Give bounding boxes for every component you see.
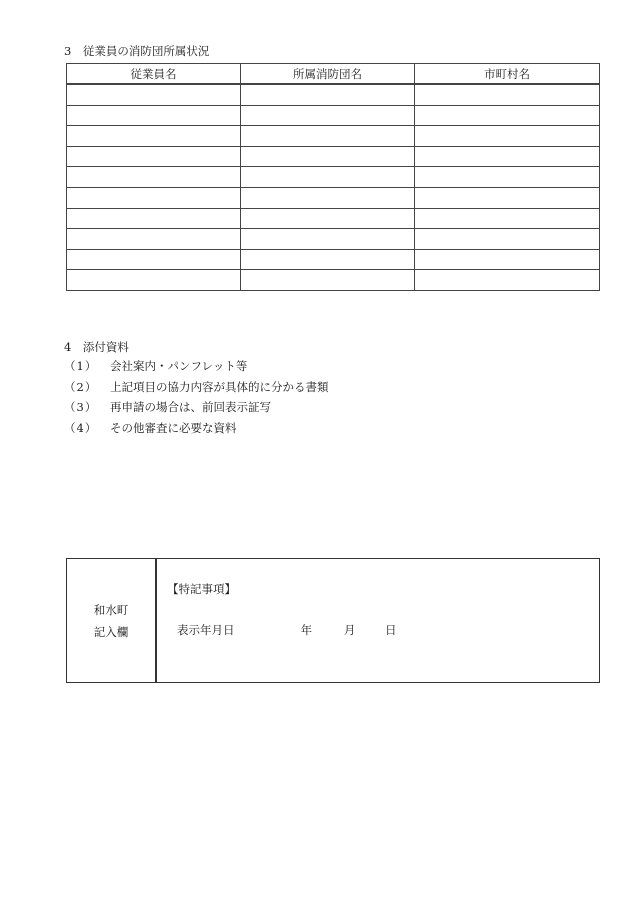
item-text: その他審査に必要な資料 [110, 420, 237, 435]
employee-name-cell[interactable] [67, 167, 241, 188]
employee-name-cell[interactable] [67, 187, 241, 208]
municipality-cell[interactable] [415, 84, 600, 105]
section-3-heading: 3 従業員の消防団所属状況 [64, 44, 210, 58]
day-unit: 日 [384, 623, 397, 637]
item-text: 会社案内・パンフレット等 [110, 359, 248, 373]
employee-name-cell[interactable] [67, 146, 241, 167]
fire-brigade-cell[interactable] [241, 105, 415, 126]
list-item [64, 356, 329, 377]
header-municipality-name: 市町村名 [415, 64, 600, 85]
table-row [67, 187, 600, 208]
display-date-row [177, 622, 396, 638]
employee-name-cell[interactable] [67, 229, 241, 250]
table-row [67, 105, 600, 126]
town-entry-body [157, 559, 599, 682]
item-text: 上記項目の協力内容が具体的に分かる書類 [110, 379, 329, 394]
header-employee-name: 従業員名 [67, 64, 241, 85]
municipality-cell[interactable] [415, 229, 600, 250]
fire-brigade-cell[interactable] [241, 208, 415, 229]
item-number: （2） [64, 379, 98, 394]
employee-name-cell[interactable] [67, 249, 241, 270]
member-affiliation-table [66, 63, 600, 291]
town-entry-label [67, 559, 157, 682]
fire-brigade-cell[interactable] [241, 229, 415, 250]
table-header-row [67, 64, 600, 85]
fire-brigade-cell[interactable] [241, 167, 415, 188]
town-entry-box [66, 558, 600, 683]
table-row [67, 126, 600, 147]
fire-brigade-cell[interactable] [241, 126, 415, 147]
header-fire-brigade-name: 所属消防団名 [241, 64, 415, 85]
list-item [64, 377, 329, 398]
item-number: （4） [64, 420, 98, 435]
municipality-cell[interactable] [415, 270, 600, 291]
employee-name-cell[interactable] [67, 105, 241, 126]
table-row [67, 249, 600, 270]
municipality-cell[interactable] [415, 167, 600, 188]
municipality-cell[interactable] [415, 146, 600, 167]
item-number: （3） [64, 400, 98, 415]
municipality-cell[interactable] [415, 187, 600, 208]
list-item [64, 397, 329, 418]
month-unit: 月 [343, 623, 356, 637]
fire-brigade-cell[interactable] [241, 84, 415, 105]
display-date-label: 表示年月日 [177, 623, 235, 637]
table-row [67, 208, 600, 229]
special-notes-title: 【特記事項】 [167, 582, 236, 596]
town-name: 和水町 [93, 602, 129, 617]
fire-brigade-cell[interactable] [241, 249, 415, 270]
attachment-list [64, 356, 329, 438]
fire-brigade-cell[interactable] [241, 270, 415, 291]
fire-brigade-cell[interactable] [241, 146, 415, 167]
list-item [64, 418, 329, 439]
municipality-cell[interactable] [415, 249, 600, 270]
item-text: 再申請の場合は、前回表示証写 [110, 400, 271, 415]
year-unit: 年 [300, 623, 313, 637]
section-4-heading: 4 添付資料 [64, 340, 129, 354]
entry-field-label: 記入欄 [93, 624, 129, 639]
table-row [67, 84, 600, 105]
municipality-cell[interactable] [415, 105, 600, 126]
table-row [67, 167, 600, 188]
employee-name-cell[interactable] [67, 84, 241, 105]
table-row [67, 270, 600, 291]
item-number: （1） [64, 359, 98, 373]
municipality-cell[interactable] [415, 126, 600, 147]
employee-name-cell[interactable] [67, 270, 241, 291]
employee-name-cell[interactable] [67, 208, 241, 229]
table-row [67, 229, 600, 250]
fire-brigade-cell[interactable] [241, 187, 415, 208]
table-row [67, 146, 600, 167]
employee-name-cell[interactable] [67, 126, 241, 147]
municipality-cell[interactable] [415, 208, 600, 229]
